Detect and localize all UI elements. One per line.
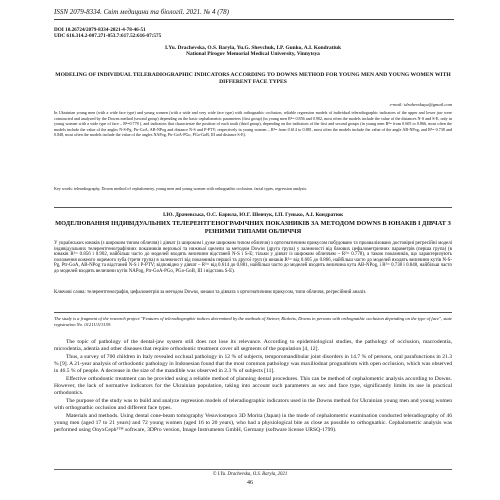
footer-rule [54, 469, 452, 470]
keywords-en: Key words: teleradiography, Downs method of cephalometry, young men and young women with orthognathic occlusion, facial types, regression analysis. [54, 186, 308, 191]
body-paragraph: Thus, a survey of 700 children in Italy revealed occlusal pathology in 12 % of subjects, temporomandibular joint disorders in 14.7 % of persons, oral parafunctions in 21.3 % [9]. A 21-year analysis of orthodontic pathology in Indonesian found that the most common pathology was maxillodnar prognathism with open occlusion, which was observed in 46.5 % of people. A decrease in the size of the mandible was observed in 2.3 % of subjects [11]. [54, 353, 452, 375]
body-paragraph: The purpose of the study was to build and analyze regression models of teleradiographic indicators used in the Downs method for Ukrainian young men and young women with orthognathic occlusion and different face types. [54, 398, 452, 412]
body-paragraph: The topic of pathology of the dental-jaw system still does not lose its relevance. According to epidemiological studies, the pathology of occlusion, macrodentia, microdentia, adentia and other diseases that require orthodontic treatment cover all segments of the population [4, 12]. [54, 339, 452, 353]
footer-copyright: © I.Yu. Drachevska, O.S. Baryla, 2021 [212, 472, 288, 477]
authors-en: I.Yu. Drachevska, O.S. Baryla, Yu.G. Shevchuk, I.P. Gunko, A.I. Kondratiuk [164, 45, 342, 51]
keywords-ua: Ключові слова: телерентгенографія, цефалометрія за методом Downs, юнаки та дівчата з ортогнатичним прикусом, типи обличчя, регресійний аналіз. [54, 290, 367, 295]
body-paragraph: Materials and methods. Using dental cone-beam tomography Vesuviostepco 3D Morita (Japan) in the mode of cephalometric examination conducted teleradiography of 46 young men (aged 17 to 21 years) and 72 young women (aged 16 to 20 years), who had a physiological bite as close as possible to orthognathic. Cephalometric analysis was performed using OnyxCeph³™ software, 3DPro version, Image Instruments GmbH, Germany (software license URSQ-1799). [54, 413, 452, 434]
note-divider [54, 312, 452, 313]
authors-ua: І.Ю. Драчевська, О.С. Барила, Ю.Г. Шевчук, І.П. Гунько, А.І. Кондратюк [162, 212, 344, 218]
page-number: 46 [247, 480, 253, 486]
running-header [0, 8, 500, 20]
abstract-en: In Ukrainian young men (with a wide face type) and young women (with a wide and very wide face type) with orthognathic occlusion, reliable regression models of individual teleradiographic indicators of the upper and lower jaw were constructed and analyzed by the Downs method (second group) depending on the basic cephalometric parameters (first group) (in young men R²= 0.856 and 0.902, most often the models include the value of the distances N-S and S-E, only in young women with a wide type of face – R²=0.778 ), and indicators that characterize the position of each tooth (third group), depending on the indicators of the first and second groups (in young men R²= from 0.605 to 0.866, most often the models include the value of the angles N-S-Pg, Ptr-GoA, AB-NPog and distance N-S and P-PTV; respectively in young women – R²= from 0.614 to 0.881, most often the models include the value of the angle AB-NPog, and R²= 0.738 and 0.848, most often the models include the value of the angles NAPog, Ptr-GoA-PGo, PGo-GoB, III and distance S-E). [54, 110, 452, 138]
abstract-ua: У українських юнаків (з широким типом обличчя) і дівчат (з широким і дуже широким типом обличчя) з ортогнатичним прикусом побудовано та проаналізовано достовірні регресійні моделі індивідуальних телерентгенографічних показників верхньої та нижньої щелепи за методом Downs (друга група) у залежності від базових цефалометричних параметрів (перша група) (в юнаків R²= 0.856 і 0.902, найбільш часто до моделей входять величини відстаней N-S і S-E; тільки у дівчат із широким обличчям – R²= 0.778), а також показників, що характеризують положення кожного окремого зуба (третя група) в залежності від показників першої та другої груп (в юнаків R²= від 0.605 до 0.866, найбільш часто до моделей входять величини кутів N-S-Pg, Ptr-GoA, AB-NPog та відстаней N-S і P-PTV; відповідно у дівчат – R²= від 0.614 до 0.881, найбільш часто до моделей входить величина кута AB-NPog, і R²= 0.738 і 0.848, найбільш часто до моделей входять величини кутів NAPog, Ptr-GoA-PGo, PGo-GoB, III і відстань S-E). [54, 241, 452, 274]
authors-block-en [54, 45, 452, 58]
doi-line: DOI 10.26724/2079-8334-2021-4-78-46-51 [54, 27, 146, 33]
affiliation: National Pirogov Memorial Medical University, Vinnytsya [186, 51, 320, 58]
title-en: MODELING OF INDIVIDUAL TELERADIOGRAPHIC INDICATORS ACCORDING TO DOWNS METHOD FOR YOUNG MEN AND YOUNG WOMEN WITH DIFFERENT FACE TYPES [55, 72, 451, 85]
body-paragraph: Effective orthodontic treatment can be provided using a reliable method of planning dental procedures. This can be method of cephalometric analysis according to Downs. However, the lack of normative indicators for the Ukrainian population, taking into account such parameters as sex and face type, significantly limits its use in practical orthodontics. [54, 376, 452, 397]
article-body [54, 339, 452, 435]
section-divider [54, 207, 452, 208]
journal-header: ISSN 2079-8334. Світ медицини та біології. 2021. № 4 (78) [54, 8, 229, 16]
author-email: e-mail: idrahevskaya@gmail.com [389, 102, 452, 107]
study-note: The study is a fragment of the research project "Features of teleradiographic indices determined by the methods of Steiner, Ricketts, Downs in persons with orthognathic occlusion depending on the type of face", state registration No. 0121U113159. [54, 316, 452, 327]
title-ua: МОДЕЛЮВАННЯ ІНДИВІДУАЛЬНИХ ТЕЛЕРЕНТГЕНОГРАФІЧНИХ ПОКАЗНИКІВ ЗА МЕТОДОМ DOWNS В ЮНАКІВ І ДІВЧАТ З РІЗНИМИ ТИПАМИ ОБЛИЧЧЯ [55, 220, 451, 236]
article-meta [54, 27, 452, 40]
udc-line: UDC 616.314.2-007.271-053.7:617.52:616-07:575 [54, 33, 162, 40]
header-rule [54, 19, 454, 20]
